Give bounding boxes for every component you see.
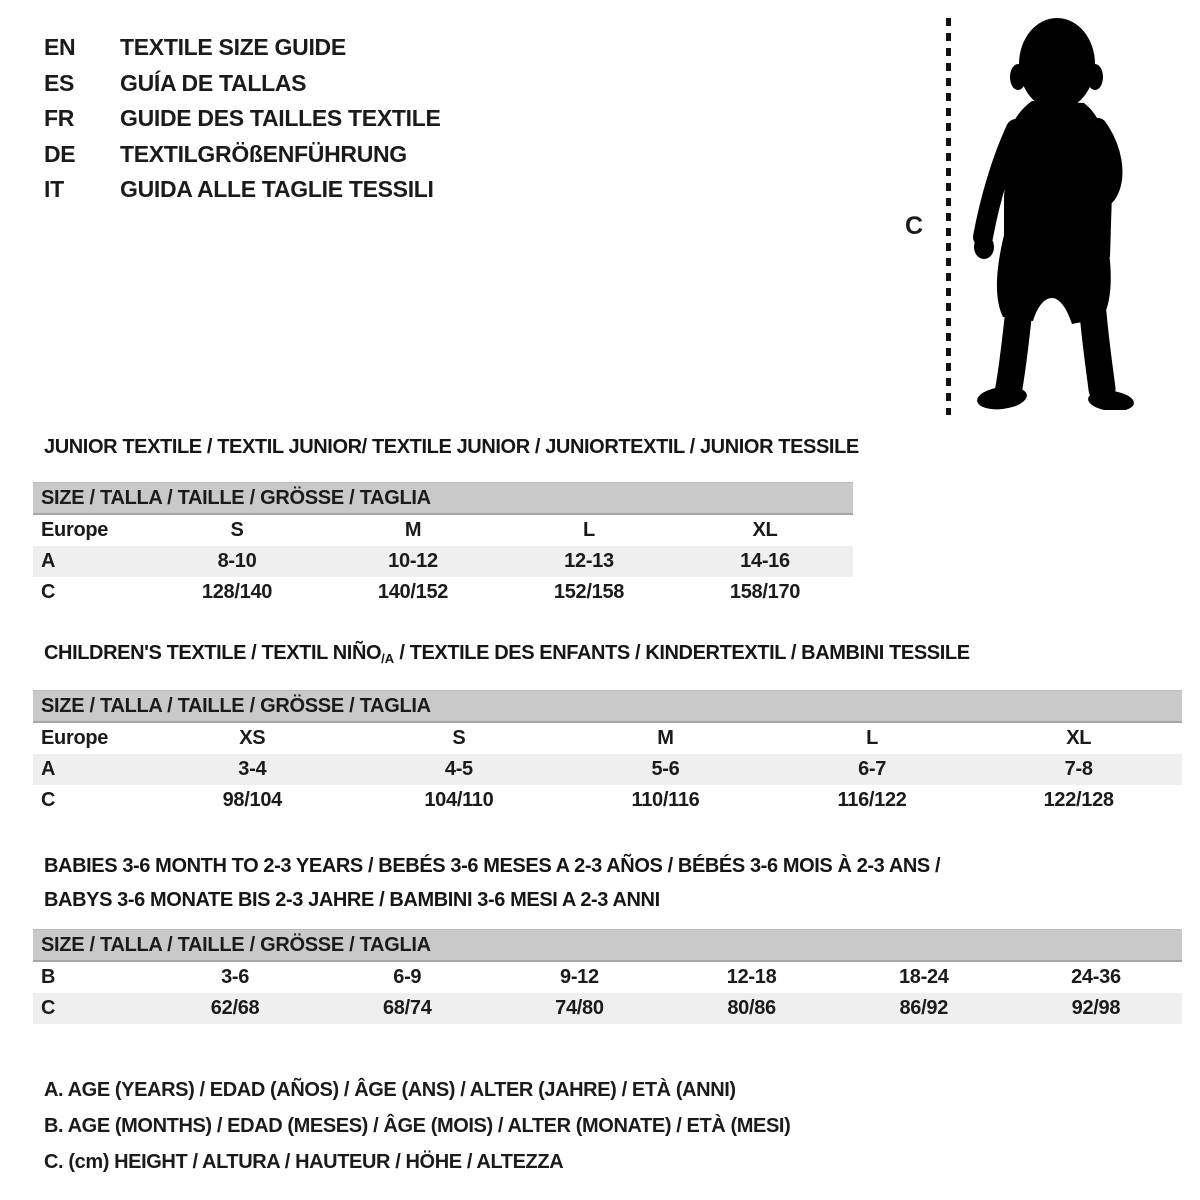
language-code: EN xyxy=(44,34,76,60)
language-title-list xyxy=(44,30,441,208)
footnote-age-years: A. AGE (YEARS) / EDAD (AÑOS) / ÂGE (ANS) / ALTER (JAHRE) / ETÀ (ANNI) xyxy=(44,1079,736,1101)
language-code: ES xyxy=(44,69,75,96)
table-row-europe xyxy=(33,515,853,546)
children-size-table xyxy=(33,690,1182,816)
language-code: DE xyxy=(44,140,76,167)
table-cell: M xyxy=(657,727,674,749)
junior-size-table xyxy=(33,482,853,608)
guide-title-de: TEXTILGRÖßENFÜHRUNG xyxy=(120,140,407,167)
babies-heading-line1: BABIES 3-6 MONTH TO 2-3 YEARS / BEBÉS 3-6 MESES A 2-3 AÑOS / BÉBÉS 3-6 MOIS À 2-3 ANS / xyxy=(44,855,941,877)
table-cell: XL xyxy=(1066,727,1092,749)
table-cell: 122/128 xyxy=(1043,789,1114,811)
size-header-label: SIZE / TALLA / TAILLE / GRÖSSE / TAGLIA xyxy=(41,486,431,509)
table-cell: 4-5 xyxy=(444,758,473,780)
table-cell: 140/152 xyxy=(377,581,449,603)
table-row-age xyxy=(33,754,1182,785)
footnote-age-months: B. AGE (MONTHS) / EDAD (MESES) / ÂGE (MOIS) / ALTER (MONATE) / ETÀ (MESI) xyxy=(44,1115,791,1137)
table-cell: 128/140 xyxy=(201,581,273,603)
table-cell: L xyxy=(583,519,595,541)
table-cell: 8-10 xyxy=(217,550,257,572)
table-cell: 6-7 xyxy=(858,758,887,780)
table-cell: M xyxy=(404,519,422,541)
size-header-bar xyxy=(33,482,853,515)
table-cell: 98/104 xyxy=(222,789,282,811)
children-heading-text: / TEXTILE DES ENFANTS / KINDERTEXTIL / BAMBINI TESSILE xyxy=(394,642,970,664)
children-heading-text: CHILDREN'S TEXTILE / TEXTIL NIÑO xyxy=(44,642,382,664)
table-cell: 104/110 xyxy=(424,789,494,811)
table-cell: 74/80 xyxy=(555,997,604,1019)
row-label: C xyxy=(41,581,56,603)
table-cell: 80/86 xyxy=(727,997,776,1019)
row-label: C xyxy=(41,789,56,811)
size-header-label: SIZE / TALLA / TAILLE / GRÖSSE / TAGLIA xyxy=(41,694,431,717)
guide-title-fr: GUIDE DES TAILLES TEXTILE xyxy=(120,105,441,131)
table-row-age-months xyxy=(33,962,1182,993)
table-row-age xyxy=(33,546,853,577)
guide-title-it: GUIDA ALLE TAGLIE TESSILI xyxy=(120,176,434,202)
table-cell: S xyxy=(230,519,244,541)
language-row-de xyxy=(44,137,441,173)
table-cell: 6-9 xyxy=(393,966,422,988)
table-cell: 18-24 xyxy=(898,966,949,988)
table-cell: 92/98 xyxy=(1071,997,1121,1019)
table-cell: 10-12 xyxy=(388,550,438,572)
language-row-es xyxy=(44,66,441,102)
size-header-bar xyxy=(33,690,1182,723)
table-row-europe xyxy=(33,723,1182,754)
guide-title-es: GUÍA DE TALLAS xyxy=(120,69,307,96)
table-cell: 7-8 xyxy=(1064,758,1093,780)
table-cell: XS xyxy=(239,727,266,749)
row-label: Europe xyxy=(41,727,109,749)
language-row-en xyxy=(44,30,441,66)
legend-footnotes xyxy=(44,1072,790,1180)
height-marker-dashed-line xyxy=(946,18,951,415)
language-code: IT xyxy=(44,176,64,202)
row-label: A xyxy=(41,550,56,572)
babies-size-table xyxy=(33,929,1182,1024)
footnote-height-cm: C. (cm) HEIGHT / ALTURA / HAUTEUR / HÖHE / ALTEZZA xyxy=(44,1151,564,1173)
table-cell: 9-12 xyxy=(560,966,599,988)
table-cell: 12-18 xyxy=(726,966,777,988)
table-row-height xyxy=(33,993,1182,1024)
row-label: A xyxy=(41,758,56,780)
babies-heading-line2: BABYS 3-6 MONATE BIS 2-3 JAHRE / BAMBINI 3-6 MESI A 2-3 ANNI xyxy=(44,889,660,911)
children-heading-subscript: /A xyxy=(381,651,395,666)
table-cell: 116/122 xyxy=(837,789,907,811)
table-cell: 14-16 xyxy=(740,550,790,572)
table-cell: 152/158 xyxy=(553,581,625,603)
table-cell: 24-36 xyxy=(1071,966,1121,988)
guide-title-en: TEXTILE SIZE GUIDE xyxy=(120,34,346,60)
table-cell: 3-4 xyxy=(238,758,267,780)
language-row-fr xyxy=(44,101,441,137)
table-cell: 158/170 xyxy=(729,581,801,603)
junior-section-heading: JUNIOR TEXTILE / TEXTIL JUNIOR/ TEXTILE JUNIOR / JUNIORTEXTIL / JUNIOR TESSILE xyxy=(44,436,859,458)
row-label: C xyxy=(41,997,56,1019)
size-header-label: SIZE / TALLA / TAILLE / GRÖSSE / TAGLIA xyxy=(41,933,431,956)
table-cell: 5-6 xyxy=(651,758,680,780)
children-section-heading xyxy=(44,642,970,666)
table-cell: 110/116 xyxy=(631,789,700,811)
table-cell: XL xyxy=(752,519,778,541)
babies-section-heading xyxy=(44,849,940,917)
language-row-it xyxy=(44,172,441,208)
table-cell: L xyxy=(866,727,879,749)
height-marker-label: C xyxy=(905,212,924,240)
row-label: B xyxy=(41,966,56,988)
table-cell: 86/92 xyxy=(899,997,949,1019)
table-row-height xyxy=(33,577,853,608)
table-cell: 68/74 xyxy=(382,997,432,1019)
table-cell: 3-6 xyxy=(221,966,250,988)
row-label: Europe xyxy=(41,519,109,541)
toddler-silhouette-icon xyxy=(972,16,1137,410)
table-row-height xyxy=(33,785,1182,816)
table-cell: 12-13 xyxy=(564,550,614,572)
language-code: FR xyxy=(44,105,75,131)
table-cell: S xyxy=(452,727,466,749)
size-header-bar xyxy=(33,929,1182,962)
table-cell: 62/68 xyxy=(210,997,260,1019)
